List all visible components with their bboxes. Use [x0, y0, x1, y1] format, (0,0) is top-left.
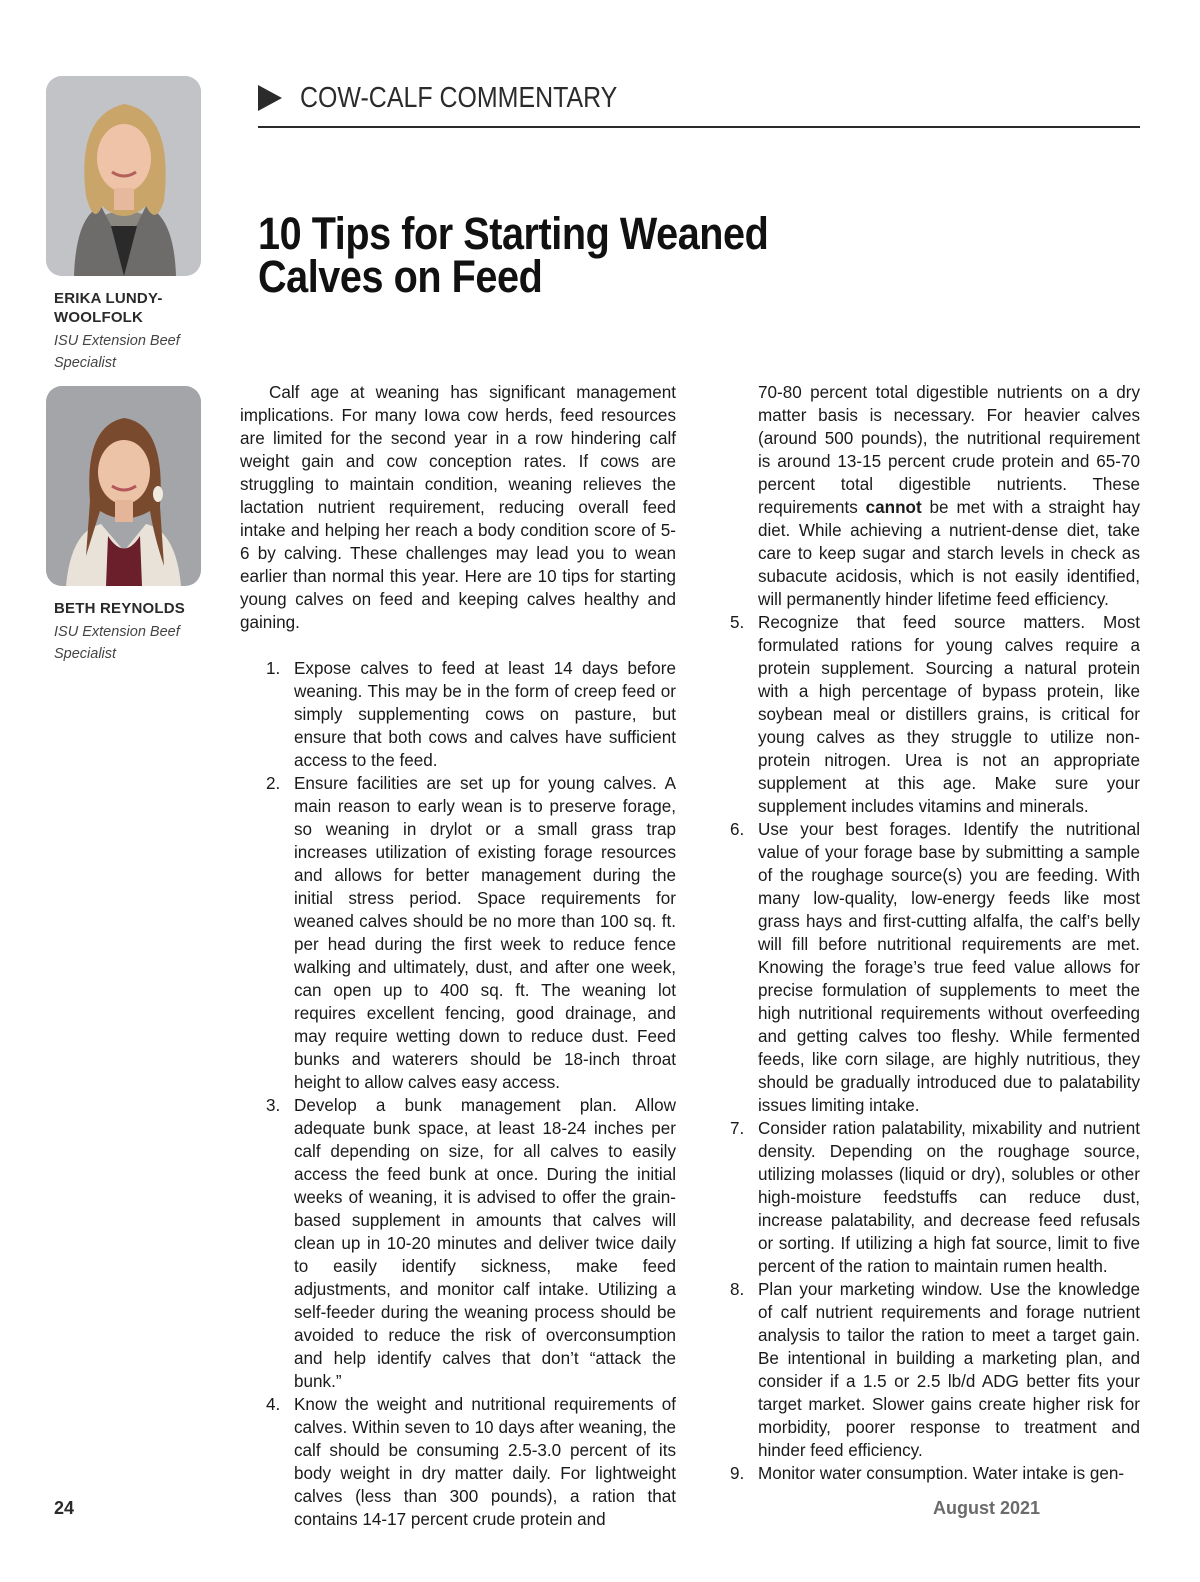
section-header	[258, 78, 1140, 130]
tip-item	[704, 1462, 1140, 1485]
page-number: 24	[54, 1498, 75, 1518]
tip-number: 4.	[266, 1395, 281, 1414]
tip-4-text-b: be met with a straight hay diet. While achieving a nutrient-dense diet, take care to keep sugar and starch levels in check as subacute acidosis, which is not easily identified, will permanently hinder lifetime feed efficiency.	[758, 498, 1140, 609]
tip-number: 1.	[266, 659, 281, 678]
tip-number: 3.	[266, 1096, 281, 1115]
tip-number: 6.	[730, 820, 745, 839]
tip-number: 9.	[730, 1464, 745, 1483]
tip-number: 5.	[730, 613, 745, 632]
tip-item	[704, 611, 1140, 818]
portrait-image	[46, 76, 201, 276]
tip-text: Recognize that feed source matters. Most formulated rations for young calves require a protein supplement. Sourcing a natural protein with a high percentage of bypass protein, like soybean meal or distillers grains, is critical for young calves as they struggle to utilize non-protein nitrogen. Urea is not an appropriate supplement at this age. Make sure your supplement includes vitamins and minerals.	[758, 613, 1140, 816]
tip-number: 7.	[730, 1119, 745, 1138]
tip-number: 2.	[266, 774, 281, 793]
author-role: ISU Extension Beef Specialist	[54, 333, 180, 371]
tip-number: 8.	[730, 1280, 745, 1299]
tip-text: Use your best forages. Identify the nutritional value of your forage base by submitting a sample of the roughage source(s) you are feeding. With many low-quality, low-energy feeds like most grass hays and first-cutting alfalfa, the calf’s belly will fill before nutritional requirements are met. Knowing the forage’s true feed value allows for precise formulation of supplements to meet the high nutritional requirements without overfeeding and getting calves too fleshy. While fermented feeds, like corn silage, are highly nutritious, they should be gradually introduced due to palatability issues limiting intake.	[758, 820, 1140, 1115]
tip-item	[704, 818, 1140, 1117]
tip-item	[240, 657, 676, 772]
header-rule	[258, 126, 1140, 128]
section-label: COW-CALF COMMENTARY	[300, 82, 618, 114]
tip-text: Consider ration palatability, mixability and nutrient density. Depending on the roughage source, utilizing molasses (liquid or dry), solubles or other high-moisture feedstuffs can reduce dust, increase palatability, and decrease feed refusals or sorting. If utilizing a high fat source, limit to five percent of the ration to maintain rumen health.	[758, 1119, 1140, 1276]
author-photo-erika	[46, 76, 201, 276]
author-name: ERIKA LUNDY-WOOLFOLK	[54, 290, 163, 326]
tip-text: Monitor water consumption. Water intake is gen-	[758, 1464, 1125, 1483]
tips-list	[240, 657, 676, 1531]
tips-list-continued	[704, 611, 1140, 1485]
author-photo-beth	[46, 386, 201, 586]
emphasis-cannot: cannot	[865, 498, 922, 517]
tip-item	[704, 1117, 1140, 1278]
title-line-2: Calves on Feed	[258, 251, 543, 302]
play-arrow-icon	[258, 85, 282, 111]
left-column	[240, 381, 676, 1531]
author-name: BETH REYNOLDS	[54, 600, 185, 617]
tip-text: Develop a bunk management plan. Allow adequate bunk space, at least 18-24 inches per calf depending on size, for all calves to easily access the feed bunk at once. During the initial weeks of weaning, it is advised to offer the grain-based supplement in amounts that calves will clean up in 10-20 minutes and deliver twice daily to easily identify sickness, make feed adjustments, and monitor calf intake. Utilizing a self-feeder during the weaning process should be avoided to reduce the risk of overconsumption and help identify calves that don’t “attack the bunk.”	[294, 1096, 676, 1391]
tip-text: Ensure facilities are set up for young calves. A main reason to early wean is to preserve forage, so weaning in drylot or a small grass trap increases utilization of existing forage resources and allows for better management during the initial stress period. Space requirements for weaned calves should be no more than 100 sq. ft. per head during the first week to reduce fence walking and ultimately, dust, and after one week, can open up to 400 sq. ft. The weaning lot requires excellent fencing, good drainage, and may require wetting down to reduce dust. Feed bunks and waterers should be 18-inch throat height to allow calves easy access.	[294, 774, 676, 1092]
tip-text: Know the weight and nutritional requirements of calves. Within seven to 10 days after weaning, the calf should be consuming 2.5-3.0 percent of its body weight in dry matter daily. For lightweight calves (less than 300 pounds), a ration that contains 14-17 percent crude protein and	[294, 1395, 676, 1529]
tip-item	[704, 1278, 1140, 1462]
author-byline-1	[54, 289, 204, 374]
author-role: ISU Extension Beef Specialist	[54, 624, 180, 662]
tip-text: Expose calves to feed at least 14 days before weaning. This may be in the form of creep feed or simply supplementing cows on pasture, but ensure that both cows and calves have sufficient access to the feed.	[294, 659, 676, 770]
tip-item	[240, 1393, 676, 1531]
portrait-image	[46, 386, 201, 586]
tip-4-continued	[704, 381, 1140, 611]
issue-date: August 2021	[933, 1498, 1041, 1518]
author-byline-2	[54, 599, 204, 665]
tip-4-text-a: 70-80 percent total digestible nutrients on a dry matter basis is necessary. For heavier calves (around 500 pounds), the nutritional requirement is around 13-15 percent crude protein and 65-70 percent total digestible nutrients. These requirements	[758, 383, 1140, 517]
intro-paragraph: Calf age at weaning has significant management implications. For many Iowa cow herds, feed resources are limited for the second year in a row hindering calf weight gain and cow conception rates. If cows are struggling to maintain condition, weaning relieves the lactation nutrient requirement, reducing overall feed intake and helping her reach a body condition score of 5-6 by calving. These challenges may lead you to wean earlier than normal this year. Here are 10 tips for starting young calves on feed and keeping calves healthy and gaining.	[240, 383, 676, 632]
title-line-1: 10 Tips for Starting Weaned	[258, 208, 769, 259]
tip-item	[240, 772, 676, 1094]
right-column	[704, 381, 1140, 1485]
tip-item	[240, 1094, 676, 1393]
tip-text: Plan your marketing window. Use the knowledge of calf nutrient requirements and forage nutrient analysis to tailor the ration to meet a target gain. Be intentional in building a marketing plan, and consider if a 1.5 or 2.5 lb/d ADG better fits your target market. Slower gains create higher risk for morbidity, poorer response to treatment and hinder feed efficiency.	[758, 1280, 1140, 1460]
article-title	[258, 208, 878, 302]
